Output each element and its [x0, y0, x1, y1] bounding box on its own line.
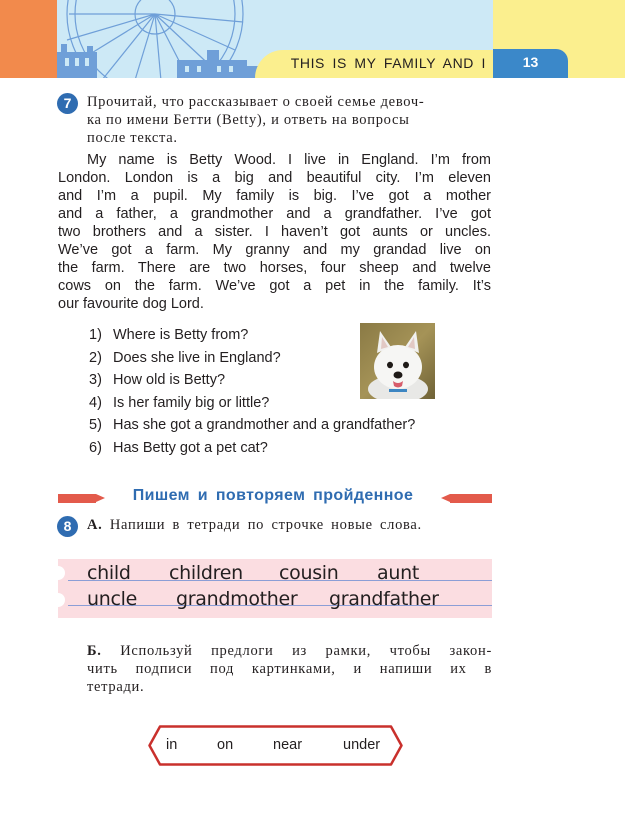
copybook-word: children	[169, 562, 243, 584]
betty-story-text	[58, 151, 491, 313]
section-title: Пишем и повторяем пройденное	[96, 487, 450, 505]
copybook-word: uncle	[87, 588, 137, 610]
preposition-word: near	[273, 737, 303, 753]
story-line: London. London is a big and beautiful city. I’m eleven	[58, 170, 491, 186]
story-line: and I’m a pupil. My family is big. I’ve got a mother	[58, 188, 491, 204]
question-number: 6)	[89, 439, 102, 456]
question-text: Has Betty got a pet cat?	[113, 439, 268, 456]
question-text: Has she got a grandmother and a grandfather?	[113, 417, 416, 433]
preposition-word: on	[217, 737, 234, 753]
instruction-line	[87, 642, 492, 660]
exercise-8a-instruction	[87, 516, 492, 534]
copybook-word: aunt	[377, 562, 419, 584]
copybook-word: child	[87, 562, 131, 584]
preposition-word: under	[343, 737, 381, 753]
question-number: 1)	[89, 327, 102, 343]
white-dog-photo	[360, 323, 435, 399]
copybook-strip	[58, 559, 492, 618]
binder-hole	[51, 593, 65, 607]
exercise-7-badge: 7	[57, 93, 78, 114]
question-text: Where is Betty from?	[113, 327, 249, 343]
exercise-8-badge: 8	[57, 516, 78, 537]
instruction-line: чить подписи под картинками, и напиши их в	[87, 661, 492, 677]
instruction-line: тетради.	[87, 679, 145, 695]
story-line: cows on the farm. We’ve got a pet in the family. It’s	[58, 278, 491, 294]
question-text: How old is Betty?	[113, 372, 226, 388]
unit-title: THIS IS MY FAMILY AND I	[290, 55, 486, 71]
page-number: 13	[522, 54, 539, 70]
instruction-line: Прочитай, что рассказывает о своей семье девоч-	[87, 94, 425, 110]
question-item	[89, 438, 489, 461]
section-bar-left	[58, 494, 98, 503]
question-text: Does she live in England?	[113, 349, 281, 366]
part-a-label: А.	[87, 517, 103, 533]
binder-hole	[51, 566, 65, 580]
section-bar-right	[448, 494, 492, 503]
header-orange-block	[0, 0, 57, 78]
part-a-text: Напиши в тетради по строчке новые слова.	[109, 517, 422, 533]
story-line: our favourite dog Lord.	[58, 296, 204, 312]
instruction-line: после текста.	[87, 130, 178, 146]
story-line: My name is Betty Wood. I live in England. I’m from	[87, 152, 491, 168]
section-arrow-right-icon	[441, 494, 450, 502]
question-number: 2)	[89, 349, 102, 366]
copybook-word: grandfather	[329, 588, 439, 610]
question-item	[89, 415, 489, 438]
story-line: We’ve got a farm. My granny and my grandad live on	[58, 242, 491, 258]
question-number: 4)	[89, 394, 102, 411]
story-line: and a father, a grandmother and a grandfather. I’ve got	[58, 206, 491, 222]
part-b-text: Используй предлоги из рамки, чтобы закон-	[120, 643, 492, 659]
exercise-7-instruction	[87, 93, 492, 147]
story-line: the farm. There are two horses, four sheep and twelve	[58, 260, 491, 276]
part-b-label: Б.	[87, 643, 102, 659]
question-number: 3)	[89, 372, 102, 388]
story-line: two brothers and a sister. I haven’t got aunts or uncles.	[58, 224, 491, 240]
copybook-word: grandmother	[176, 588, 298, 610]
exercise-8b-instruction	[87, 642, 492, 696]
question-number: 5)	[89, 417, 102, 433]
question-text: Is her family big or little?	[113, 394, 270, 411]
copybook-word: cousin	[279, 562, 339, 584]
instruction-line: ка по имени Бетти (Betty), и ответь на вопросы	[87, 112, 410, 128]
section-arrow-left-icon	[96, 494, 105, 502]
preposition-word: in	[166, 737, 178, 753]
